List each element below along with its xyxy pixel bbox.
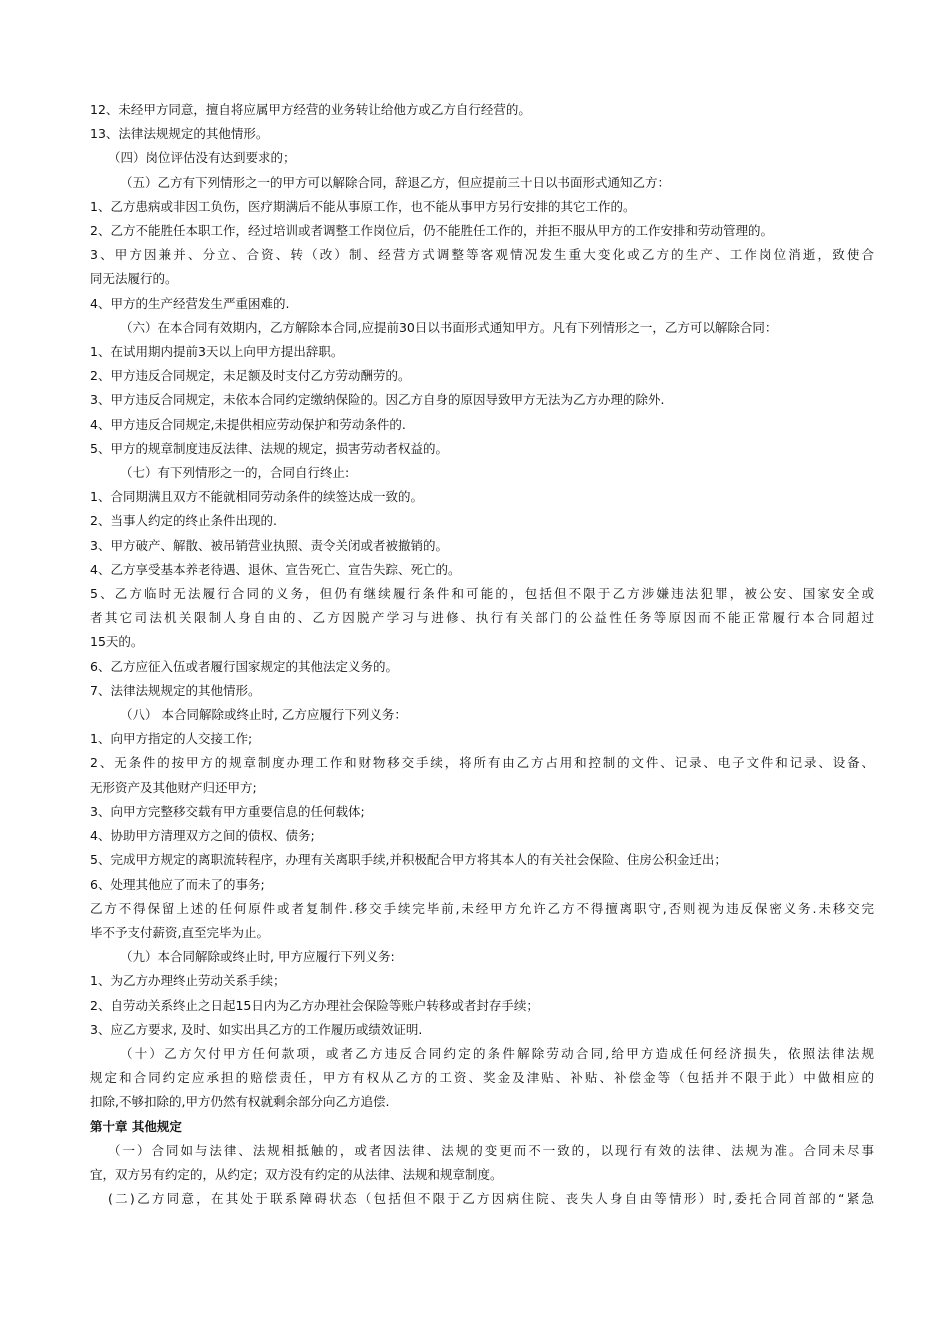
text-line: 3、甲方因兼并、分立、合资、转（改）制、经营方式调整等客观情况发生重大变化或乙方的生产、工作岗位消逝，致使合 [90, 247, 874, 263]
text-line: 4、甲方违反合同规定,未提供相应劳动保护和劳动条件的. [90, 416, 406, 432]
text-line: 无形资产及其他财产归还甲方; [90, 779, 257, 795]
text-line: 规定和合同约定应承担的赔偿责任，甲方有权从乙方的工资、奖金及津贴、补贴、补偿金等（包括并不限于此）中做相应的 [90, 1070, 874, 1086]
text-line: （四）岗位评估没有达到要求的； [108, 150, 296, 166]
text-line: （七）有下列情形之一的，合同自行终止: [120, 465, 350, 481]
text-line: （九）本合同解除或终止时, 甲方应履行下列义务: [120, 949, 395, 965]
text-line: 者其它司法机关限制人身自由的、乙方因脱产学习与进修、执行有关部门的公益性任务等原因而不能正常履行本合同超过 [90, 610, 874, 626]
text-line: 1、向甲方指定的人交接工作; [90, 731, 253, 747]
text-line: 7、法律法规规定的其他情形。 [90, 682, 261, 698]
text-line: (二)乙方同意，在其处于联系障碍状态（包括但不限于乙方因病住院、丧失人身自由等情形）时,委托合同首部的“紧急 [108, 1191, 874, 1207]
text-line: 同无法履行的。 [90, 271, 178, 287]
text-line: 2、甲方违反合同规定，未足额及时支付乙方劳动酬劳的。 [90, 368, 411, 384]
text-line: 5、甲方的规章制度违反法律、法规的规定，损害劳动者权益的。 [90, 440, 448, 456]
text-line: 4、甲方的生产经营发生严重困难的. [90, 295, 290, 311]
text-line: 12、未经甲方同意，擅自将应属甲方经营的业务转让给他方或乙方自行经营的。 [90, 102, 531, 117]
text-line: 2、当事人约定的终止条件出现的. [90, 513, 277, 529]
chapter-heading: 第十章 其他规定 [90, 1118, 182, 1134]
text-line: 15天的。 [90, 634, 144, 650]
text-line: 4、协助甲方清理双方之间的债权、债务; [90, 828, 315, 844]
document-body [90, 98, 874, 1211]
text-line: 2、自劳动关系终止之日起15日内为乙方办理社会保险等账户转移或者封存手续； [90, 997, 539, 1013]
text-line: 宜，双方另有约定的，从约定；双方没有约定的从法律、法规和规章制度。 [90, 1166, 503, 1182]
text-line: 1、在试用期内提前3天以上向甲方提出辞职。 [90, 344, 344, 360]
text-line: 2、乙方不能胜任本职工作，经过培训或者调整工作岗位后，仍不能胜任工作的，并拒不服从甲方的工作安排和劳动管理的。 [90, 223, 773, 239]
text-line: 6、处理其他应了而未了的事务; [90, 876, 265, 892]
text-line: 毕不予支付薪资,直至完毕为止。 [90, 924, 269, 940]
text-line: （六）在本合同有效期内，乙方解除本合同,应提前30日以书面形式通知甲方。凡有下列情形之一，乙方可以解除合同： [120, 319, 778, 335]
text-line: 4、乙方享受基本养老待遇、退休、宣告死亡、宣告失踪、死亡的。 [90, 561, 461, 577]
text-line: 5、完成甲方规定的离职流转程序，办理有关离职手续,并积极配合甲方将其本人的有关社会保险、住房公积金迁出； [90, 852, 727, 868]
text-line: 1、乙方患病或非因工负伤，医疗期满后不能从事原工作，也不能从事甲方另行安排的其它工作的。 [90, 198, 636, 214]
text-line: （一）合同如与法律、法规相抵触的，或者因法律、法规的变更而不一致的，以现行有效的法律、法规为准。合同未尽事 [108, 1142, 874, 1158]
text-line: （十）乙方欠付甲方任何款项，或者乙方违反合同约定的条件解除劳动合同,给甲方造成任何经济损失，依照法律法规 [120, 1045, 874, 1061]
text-line: （八） 本合同解除或终止时, 乙方应履行下列义务： [120, 707, 407, 723]
text-line: 2、无条件的按甲方的规章制度办理工作和财物移交手续，将所有由乙方占用和控制的文件、记录、电子文件和记录、设备、 [90, 755, 874, 771]
text-line: 6、乙方应征入伍或者履行国家规定的其他法定义务的。 [90, 658, 398, 674]
text-line: 1、为乙方办理终止劳动关系手续； [90, 973, 286, 989]
text-line: 扣除,不够扣除的,甲方仍然有权就剩余部分向乙方追偿. [90, 1094, 390, 1110]
text-line: 3、甲方破产、解散、被吊销营业执照、责令关闭或者被撤销的。 [90, 537, 448, 553]
text-line: 5、乙方临时无法履行合同的义务，但仍有继续履行条件和可能的，包括但不限于乙方涉嫌违法犯罪，被公安、国家安全或 [90, 586, 874, 602]
text-line: （五）乙方有下列情形之一的甲方可以解除合同，辞退乙方，但应提前三十日以书面形式通知乙方： [120, 174, 671, 190]
text-line: 乙方不得保留上述的任何原件或者复制件.移交手续完毕前,未经甲方允许乙方不得擅离职守,否则视为违反保密义务.未移交完 [90, 900, 874, 916]
text-line: 3、向甲方完整移交载有甲方重要信息的任何载体; [90, 803, 365, 819]
text-line: 13、法律法规规定的其他情形。 [90, 126, 269, 142]
text-line: 3、甲方违反合同规定，未依本合同约定缴纳保险的。因乙方自身的原因导致甲方无法为乙方办理的除外. [90, 392, 665, 408]
text-line: 1、合同期满且双方不能就相同劳动条件的续签达成一致的。 [90, 489, 423, 505]
text-line: 3、应乙方要求, 及时、如实出具乙方的工作履历或绩效证明. [90, 1021, 423, 1037]
